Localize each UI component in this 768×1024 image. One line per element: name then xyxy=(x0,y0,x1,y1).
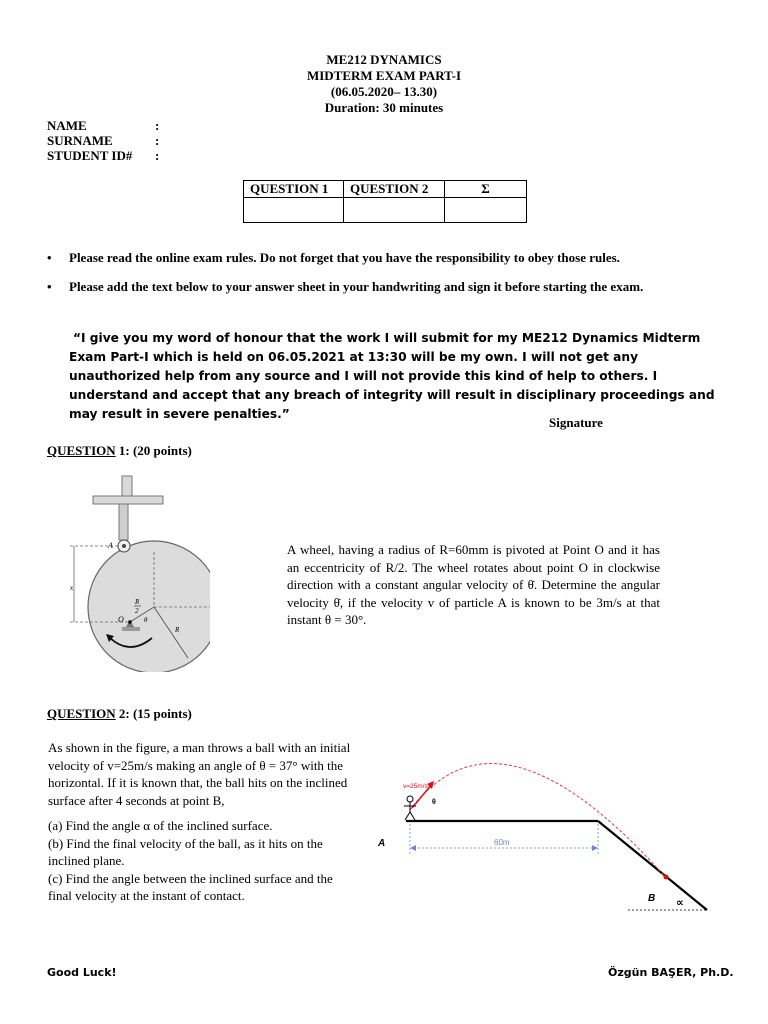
pivot-base xyxy=(122,627,140,631)
question2-part-b: (b) Find the final velocity of the ball, as it hits on the inclined plane. xyxy=(48,835,323,868)
bullet-item-rules xyxy=(47,249,724,267)
label-r: R xyxy=(175,626,180,634)
contact-pin xyxy=(122,544,126,548)
bullet-icon: • xyxy=(47,279,52,294)
label-point-a: A xyxy=(378,838,386,849)
question2-intro: As shown in the figure, a man throws a ball with an initial velocity of v=25m/s making an angle of θ = 37° with the horizontal. If it is known that, the ball hits on the inclined surface after 4 seconds at point B, xyxy=(48,740,351,808)
follower-rod xyxy=(119,504,128,540)
question1-points: : (20 points) xyxy=(125,443,192,458)
question1-number: 1 xyxy=(115,443,126,458)
label-o: O xyxy=(118,615,124,624)
student-id-separator: : xyxy=(155,148,160,163)
dim-arrow-left xyxy=(410,845,416,851)
label-r-half-den: 2 xyxy=(135,607,139,615)
label-theta-2: θ xyxy=(432,799,436,806)
score-cell-q2 xyxy=(344,198,445,223)
question1-text: A wheel, having a radius of R=60mm is pivoted at Point O and it has an eccentricity of R/2. The wheel rotates about point O in clockwise direction with a constant angular velocity of θ̇. Determine the angular velocity θ̇, if the velocity v of particle A is known to be 3m/s at that instant θ = 30°. xyxy=(287,542,660,627)
bullet-icon: • xyxy=(47,250,52,265)
score-table xyxy=(243,180,527,223)
student-id-label: STUDENT ID# xyxy=(47,148,133,163)
name-separator: : xyxy=(155,118,160,133)
man-leg-left xyxy=(405,812,410,820)
label-velocity: v=25m/s xyxy=(403,783,428,790)
footer-good-luck: Good Luck! xyxy=(47,966,117,979)
surname-label: SURNAME xyxy=(47,133,113,148)
pivot-point-o xyxy=(128,620,132,624)
exam-duration: Duration: 30 minutes xyxy=(324,100,444,115)
question2-number: 2 xyxy=(115,706,126,721)
score-table-header-row xyxy=(244,181,527,198)
name-label: NAME xyxy=(47,118,87,133)
label-x: x xyxy=(70,584,74,592)
label-a: A xyxy=(108,541,113,550)
honour-pledge: “I give you my word of honour that the work I will submit for my ME212 Dynamics Midterm Exam Part-I which is held on 06.05.2021 at 13:30 will be my own. I will not get any unauthorized help from any source and I will not provide this kind of help to others. I understand and accept that any breach of integrity will result in disciplinary proceedings and may result in severe penalties.” xyxy=(69,331,715,421)
question2-part-a: (a) Find the angle α of the inclined surface. xyxy=(48,818,273,833)
exam-datetime: (06.05.2020– 13.30) xyxy=(330,84,438,99)
question1-word: QUESTION xyxy=(47,443,116,458)
exam-title: MIDTERM EXAM PART-I xyxy=(306,68,462,83)
label-distance: 60m xyxy=(494,838,510,847)
question2-part-c: (c) Find the angle between the inclined surface and the final velocity at the instant of contact. xyxy=(48,870,333,903)
score-cell-sum xyxy=(445,198,527,223)
label-r-half-num: R xyxy=(135,598,140,606)
score-header-sum: Σ xyxy=(445,181,527,198)
support-post xyxy=(122,476,132,496)
man-leg-right xyxy=(410,812,415,820)
bullet-item-pledge-instruction xyxy=(47,278,721,296)
question2-points: : (15 points) xyxy=(125,706,192,721)
projectile-figure xyxy=(370,728,720,918)
footer-author: Özgün BAŞER, Ph.D. xyxy=(608,966,734,979)
wheel-disc xyxy=(88,541,210,672)
label-point-b: B xyxy=(648,893,656,904)
bullet-text-pledge: Please add the text below to your answer sheet in your handwriting and sign it before starting the exam. xyxy=(69,279,644,294)
bullet-text-rules: Please read the online exam rules. Do not forget that you have the responsibility to obey those rules. xyxy=(69,250,620,265)
label-alpha: ∝ xyxy=(676,896,684,909)
question1-title xyxy=(47,443,192,459)
surname-separator: : xyxy=(155,133,160,148)
score-header-q2: QUESTION 2 xyxy=(344,181,445,198)
impact-point-b xyxy=(664,875,669,880)
signature-label: Signature xyxy=(549,415,603,430)
question2-parts xyxy=(48,817,358,905)
label-theta: θ xyxy=(144,616,148,624)
question2-title xyxy=(47,706,192,722)
wheel-figure xyxy=(60,472,210,672)
man-head xyxy=(407,796,413,802)
support-plate xyxy=(93,496,163,504)
score-table-blank-row xyxy=(244,198,527,223)
course-title: ME212 DYNAMICS xyxy=(326,52,442,67)
score-cell-q1 xyxy=(244,198,344,223)
dim-arrow-right xyxy=(592,845,598,851)
score-header-q1: QUESTION 1 xyxy=(244,181,344,198)
question2-word: QUESTION xyxy=(47,706,116,721)
